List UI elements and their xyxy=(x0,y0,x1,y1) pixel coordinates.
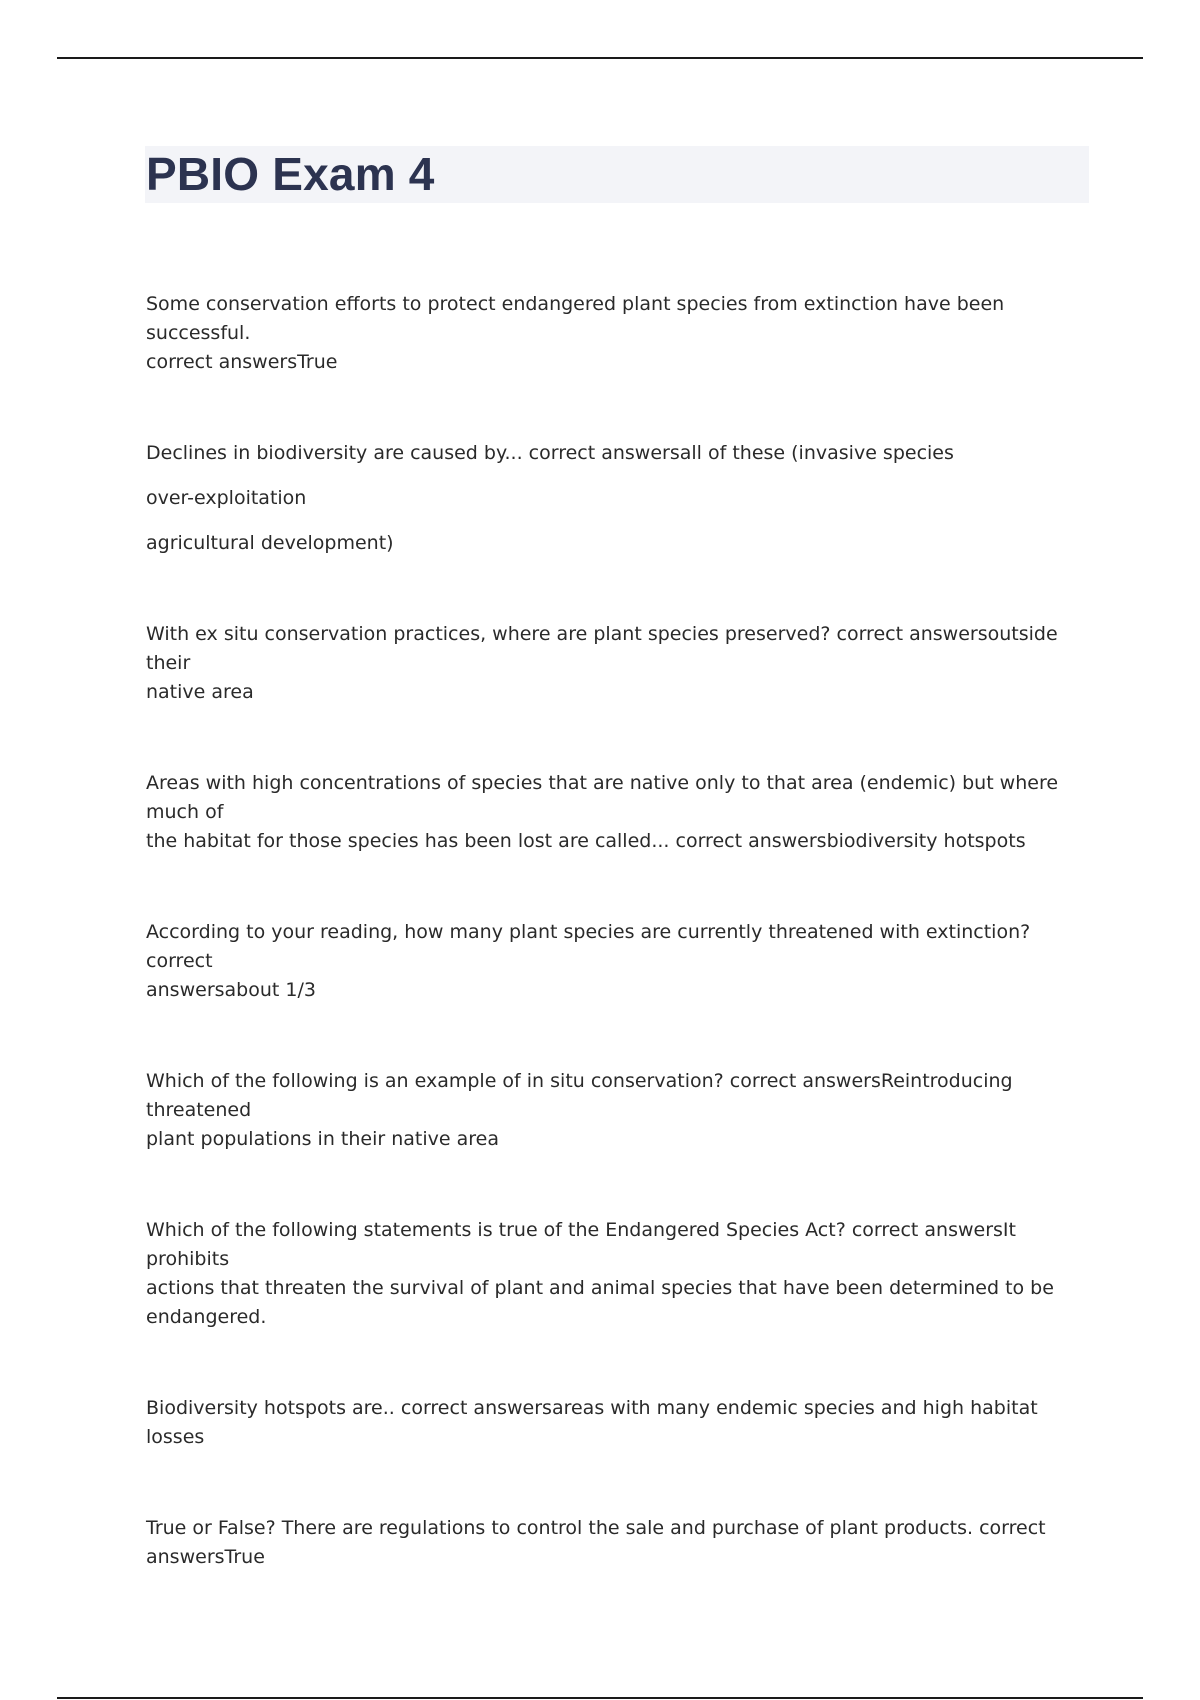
qa-item-2 xyxy=(146,439,1096,558)
qa-line: With ex situ conservation practices, where are plant species preserved? correct answersoutside their xyxy=(146,623,1058,674)
qa-sub-line: agricultural development) xyxy=(146,532,394,554)
qa-line: the habitat for those species has been lost are called... correct answersbiodiversity hotspots xyxy=(146,830,1026,852)
bottom-rule xyxy=(57,1697,1143,1699)
qa-sub-line: over-exploitation xyxy=(146,487,307,509)
qa-item-5 xyxy=(146,918,1096,1005)
qa-line: answersTrue xyxy=(146,1546,265,1568)
qa-item-4 xyxy=(146,769,1096,856)
qa-line: plant populations in their native area xyxy=(146,1128,499,1150)
qa-line: actions that threaten the survival of plant and animal species that have been determined to be xyxy=(146,1277,1054,1299)
qa-list xyxy=(146,290,1096,1634)
qa-line: endangered. xyxy=(146,1306,267,1328)
qa-item-9 xyxy=(146,1514,1096,1572)
qa-line: correct answersTrue xyxy=(146,351,338,373)
qa-line: native area xyxy=(146,681,254,703)
qa-item-1 xyxy=(146,290,1096,377)
qa-line: Declines in biodiversity are caused by... correct answersall of these (invasive species xyxy=(146,442,954,464)
qa-item-6 xyxy=(146,1067,1096,1154)
qa-line: Which of the following is an example of in situ conservation? correct answersReintroducing threatened xyxy=(146,1070,1013,1121)
qa-line: True or False? There are regulations to control the sale and purchase of plant products. correct xyxy=(146,1517,1046,1539)
top-rule xyxy=(57,57,1143,59)
qa-item-8 xyxy=(146,1394,1096,1452)
qa-line: Some conservation efforts to protect endangered plant species from extinction have been successful. xyxy=(146,293,1005,344)
qa-item-3 xyxy=(146,620,1096,707)
qa-item-7 xyxy=(146,1216,1096,1332)
qa-line: According to your reading, how many plant species are currently threatened with extinction? correct xyxy=(146,921,1031,972)
qa-line: Biodiversity hotspots are.. correct answersareas with many endemic species and high habitat losses xyxy=(146,1397,1038,1448)
qa-line: answersabout 1/3 xyxy=(146,979,316,1001)
qa-line: Which of the following statements is true of the Endangered Species Act? correct answersIt prohibits xyxy=(146,1219,1016,1270)
qa-line: Areas with high concentrations of species that are native only to that area (endemic) but where much of xyxy=(146,772,1059,823)
page-title: PBIO Exam 4 xyxy=(146,148,435,200)
